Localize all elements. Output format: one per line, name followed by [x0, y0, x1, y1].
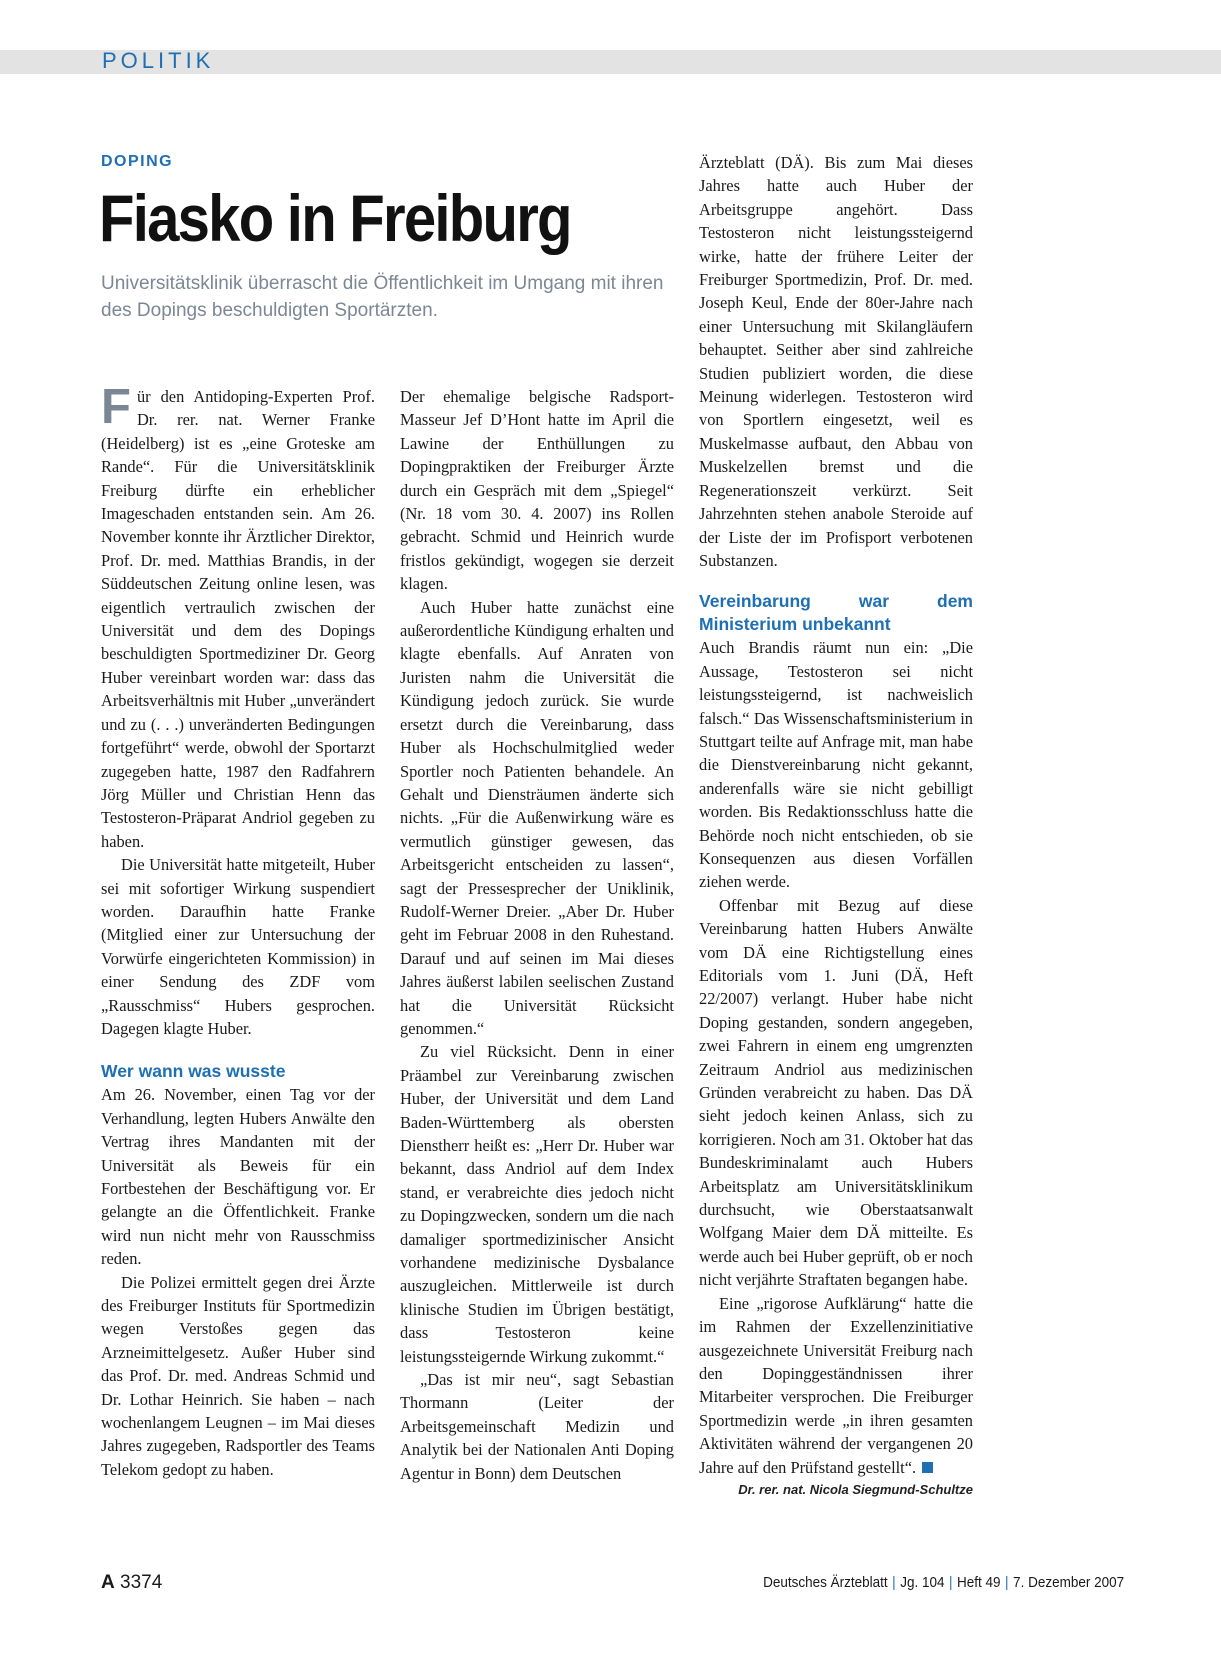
- byline: Dr. rer. nat. Nicola Siegmund-Schultze: [738, 1481, 973, 1497]
- issue: Heft 49: [956, 1574, 1001, 1591]
- drop-cap: F: [101, 380, 131, 434]
- page-number-value: 3374: [120, 1572, 163, 1593]
- paragraph-continuation: Ärzteblatt (DÄ). Bis zum Mai dieses Jahres hatte auch Huber der Arbeitsgruppe angehört. Dass Testosteron nicht leistungssteigernd wirke, hatte der frühere Leiter der Freiburger Sportmedizin, Prof. Dr. med. Joseph Keul, Ende der 80er-Jahre nach einer Untersuchung mit Skilangläufern behauptet. Seither aber sind zahlreiche Studien publiziert worden, die diese Meinung widerlegen. Testosteron wird von Sportlern eingesetzt, weil es Muskelmasse aufbaut, den Abbau von Muskelzellen bremst und die Regenerationszeit verkürzt. Seit Jahrzehnten stehen anabole Steroide auf der Liste der im Profisport verbotenen Substanzen.: [699, 153, 973, 570]
- separator: |: [1004, 1574, 1009, 1591]
- separator: |: [948, 1574, 953, 1591]
- article-column-3: [699, 151, 973, 1501]
- volume: Jg. 104: [900, 1574, 945, 1591]
- paragraph: [699, 1292, 973, 1479]
- paragraph: [101, 380, 375, 853]
- paragraph: Am 26. November, einen Tag vor der Verhandlung, legten Hubers Anwälte den Vertrag ihres Mandanten mit der Universität als Beweis für ein Fortbestehen der Beschäftigung vor. Er gelangte an die Öffentlichkeit. Franke wird nun nicht mehr von Rausschmiss reden.: [101, 1085, 375, 1269]
- deck: Universitätsklinik überrascht die Öffentlichkeit im Umgang mit ihren des Dopings beschuldigten Sportärzten.: [101, 273, 664, 321]
- end-mark-icon: [922, 1462, 933, 1473]
- paragraph-text: „Das ist mir neu“, sagt Sebastian Thormann (Leiter der Arbeitsgemeinschaft Medizin und Analytik bei der Nationalen Anti Doping Agentur in Bonn) dem Deutschen: [400, 1370, 674, 1483]
- paragraph-text: ür den Antidoping-Experten Prof. Dr. rer. nat. Werner Franke (Heidelberg) ist es „eine Groteske am Rande“. Für die Universitätsklinik Freiburg dürfte ein erheblicher Imageschaden entstanden sein. Am 26. November konnte ihr Ärztlicher Direktor, Prof. Dr. med. Matthias Brandis, in der Süddeutschen Zeitung online lesen, was eigentlich vertraulich zwischen der Universität und dem des Dopings beschuldigten Sportmediziner Dr. Georg Huber vereinbart worden war: dass das Arbeitsverhältnis mit Huber „unverändert und zu (. . .) unveränderten Bedingungen fortgeführt“ werde, obwohl der Sportarzt zugegeben hatte, 1987 den Radfahrern Jörg Müller und Christian Henn das Testosteron-Präparat Andriol gegeben zu haben.: [101, 387, 375, 851]
- paragraph: Offenbar mit Bezug auf diese Vereinbarung hatten Hubers Anwälte vom DÄ eine Richtigstellung eines Editorials vom 1. Juni (DÄ, Heft 22/2007) verlangt. Huber habe nicht Doping gestanden, sondern angegeben, zwei Fahrern in einem eng umgrenzten Zeitraum Andriol aus medizinischen Gründen verabreicht zu haben. Das DÄ sieht jedoch keinen Anlass, sich zu korrigieren. Noch am 31. Oktober hat das Bundeskriminalamt auch Hubers Arbeitsplatz am Universitätsklinikum durchsucht, wie Oberstaatsanwalt Wolfgang Maier dem DÄ mitteilte. Es werde auch bei Huber geprüft, ob er noch nicht verjährte Straftaten begangen habe.: [699, 895, 973, 1290]
- page-letter: A: [101, 1572, 115, 1593]
- paragraph: Auch Brandis räumt nun ein: „Die Aussage, Testosteron sei nicht leistungssteigernd, ist nachweislich falsch.“ Das Wissenschaftsministerium in Stuttgart teilte auf Anfrage mit, man habe die Dienstvereinbarung nicht gekannt, anderenfalls wäre sie nicht gebilligt worden. Bis Redaktionsschluss hatte die Behörde noch nicht entschieden, ob sie Konsequenzen aus diesen Vorfällen ziehen werde.: [699, 638, 973, 892]
- paragraph: Die Universität hatte mitgeteilt, Huber sei mit sofortiger Wirkung suspendiert worden. Daraufhin hatte Franke (Mitglied einer zur Untersuchung der Vorwürfe eingerichteten Kommission) in einer Sendung des ZDF vom „Rausschmiss“ Hubers gesprochen. Dagegen klagte Huber.: [101, 855, 375, 1038]
- paragraph: Zu viel Rücksicht. Denn in einer Präambel zur Vereinbarung zwischen Huber, der Universität und dem Land Baden-Württemberg als obersten Dienstherr heißt es: „Herr Dr. Huber war bekannt, dass Andriol auf dem Index stand, er verabreichte dies jedoch nicht zu Dopingzwecken, sondern um die nach damaliger sportmedizinischer Ansicht vorhandene medizinische Dysbalance auszugleichen. Mittlerweile ist durch klinische Studien im Übrigen bestätigt, dass Testosteron keine leistungssteigernde Wirkung zukommt.“: [400, 1042, 674, 1366]
- paragraph: Die Polizei ermittelt gegen drei Ärzte des Freiburger Instituts für Sportmedizin wegen Verstoßes gegen das Arzneimittelgesetz. Außer Huber sind das Prof. Dr. med. Andreas Schmid und Dr. Lothar Heinrich. Sie haben – nach wochenlangem Leugnen – im Mai dieses Jahres zugegeben, Radsportler des Teams Telekom gedopt zu haben.: [101, 1272, 375, 1479]
- paragraph-text: Eine „rigorose Aufklärung“ hatte die im Rahmen der Exzellenzinitiative ausgezeichnete Universität Freiburg nach den Dopinggeständnissen ihrer Mitarbeiter versprochen. Die Freiburger Sportmedizin werde „in ihren gesamten Aktivitäten während der vergangenen 20 Jahre auf den Prüfstand gestellt“.: [699, 1293, 973, 1477]
- article-column-2: [400, 385, 674, 1485]
- paragraph: [400, 1368, 674, 1485]
- section-label: POLITIK: [102, 48, 215, 73]
- issue-date: 7. Dezember 2007: [1012, 1574, 1124, 1591]
- page-number: [101, 1572, 162, 1594]
- journal-name: Deutsches Ärzteblatt: [762, 1574, 888, 1591]
- subheading: Vereinbarung war dem Ministerium unbekannt: [699, 591, 973, 635]
- paragraph: Auch Huber hatte zunächst eine außerordentliche Kündigung erhalten und klagte ebenfalls. Auf Anraten von Juristen nahm die Universität die Kündigung jedoch zurück. Sie wurde ersetzt durch die Vereinbarung, dass Huber als Hochschulmitglied weder Sportler noch Patienten behandele. An Gehalt und Diensträumen änderte sich nichts. „Für die Außenwirkung wäre es vermutlich günstiger gewesen, das Arbeitsgericht entscheiden zu lassen“, sagt der Pressesprecher der Uniklinik, Rudolf-Werner Dreier. „Aber Dr. Huber geht im Februar 2008 in den Ruhestand. Darauf und auf seinen im Mai dieses Jahres äußerst labilen seelischen Zustand hat die Universität Rücksicht genommen.“: [400, 597, 674, 1038]
- publication-info: [763, 1574, 1124, 1591]
- paragraph: Der ehemalige belgische Radsport-Masseur Jef D’Hont hatte im April die Lawine der Enthüllungen zu Dopingpraktiken der Freiburger Ärzte durch ein Gespräch mit dem „Spiegel“ (Nr. 18 vom 30. 4. 2007) ins Rollen gebracht. Schmid und Heinrich wurde fristlos gekündigt, wogegen sie derzeit klagen.: [400, 387, 674, 594]
- headline: Fiasko in Freiburg: [99, 181, 571, 255]
- kicker: DOPING: [101, 153, 174, 170]
- separator: |: [892, 1574, 896, 1591]
- article-column-1: [101, 380, 375, 1481]
- subheading: Wer wann was wusste: [101, 1061, 286, 1082]
